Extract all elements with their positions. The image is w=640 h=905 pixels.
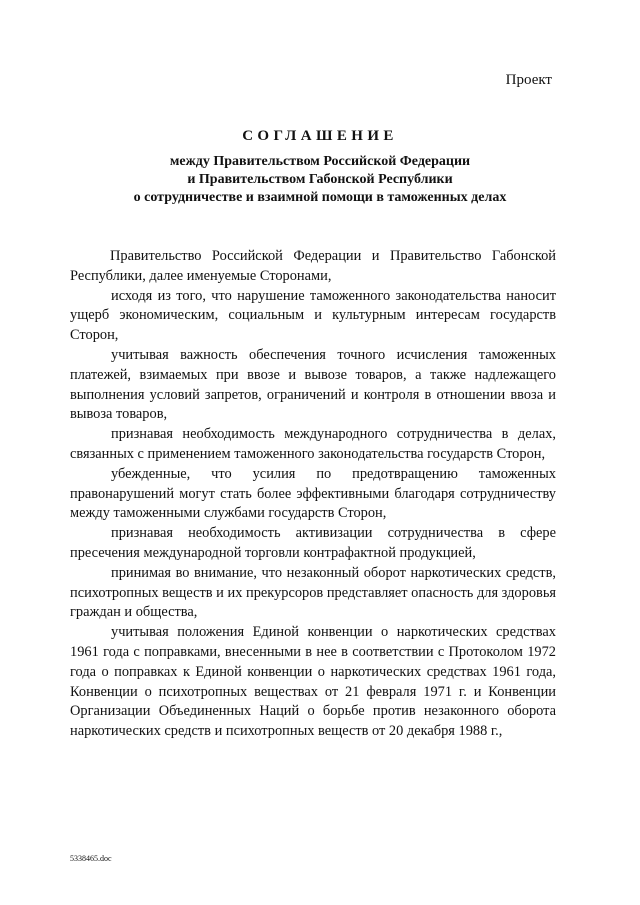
subtitle-line: между Правительством Российской Федерации [169,154,471,169]
paragraph-preamble: исходя из того, что нарушение таможенного законодательства наносит ущерб экономическим, социальным и культурным интересам государств Сторон, [70,287,556,344]
document-title: СОГЛАШЕНИЕ [242,128,398,144]
paragraph-preamble: признавая необходимость международного сотрудничества в делах, связанных с применением таможенного законодательства государств Сторон, [70,426,556,462]
file-reference: 5338465.doc [70,854,112,863]
paragraph-preamble: убежденные, что усилия по предотвращению таможенных правонарушений могут стать более эффективными благодаря сотрудничеству между таможенными службами государств Сторон, [70,465,556,522]
subtitle-line: о сотрудничестве и взаимной помощи в таможенных делах [133,190,507,205]
paragraph-preamble: учитывая важность обеспечения точного исчисления таможенных платежей, взимаемых при ввозе и вывозе товаров, а также надлежащего выполнения условий запретов, ограничений и контроля в отношении ввоза и вывоза товаров, [70,346,556,423]
paragraph-parties: Правительство Российской Федерации и Правительство Габонской Республики, далее именуемые Сторонами, [70,248,556,284]
draft-label: Проект [505,72,552,88]
document-body [70,247,556,742]
paragraph-preamble: принимая во внимание, что незаконный оборот наркотических средств, психотропных веществ и их прекурсоров представляет опасность для здоровья граждан и общества, [70,564,556,621]
paragraph-preamble: признавая необходимость активизации сотрудничества в сфере пресечения международной торговли контрафактной продукцией, [70,525,556,561]
subtitle-line: и Правительством Габонской Республики [187,172,453,187]
document-subtitle [0,153,640,207]
paragraph-preamble: учитывая положения Единой конвенции о наркотических средствах 1961 года с поправками, внесенными в нее в соответствии с Протоколом 1972 года о поправках к Единой конвенции о наркотических средствах 1961 года, Конвенции о психотропных веществах от 21 февраля 1971 г. и Конвенции Организации Объединенных Наций о борьбе против незаконного оборота наркотических средств и психотропных веществ от 20 декабря 1988 г., [70,624,556,740]
